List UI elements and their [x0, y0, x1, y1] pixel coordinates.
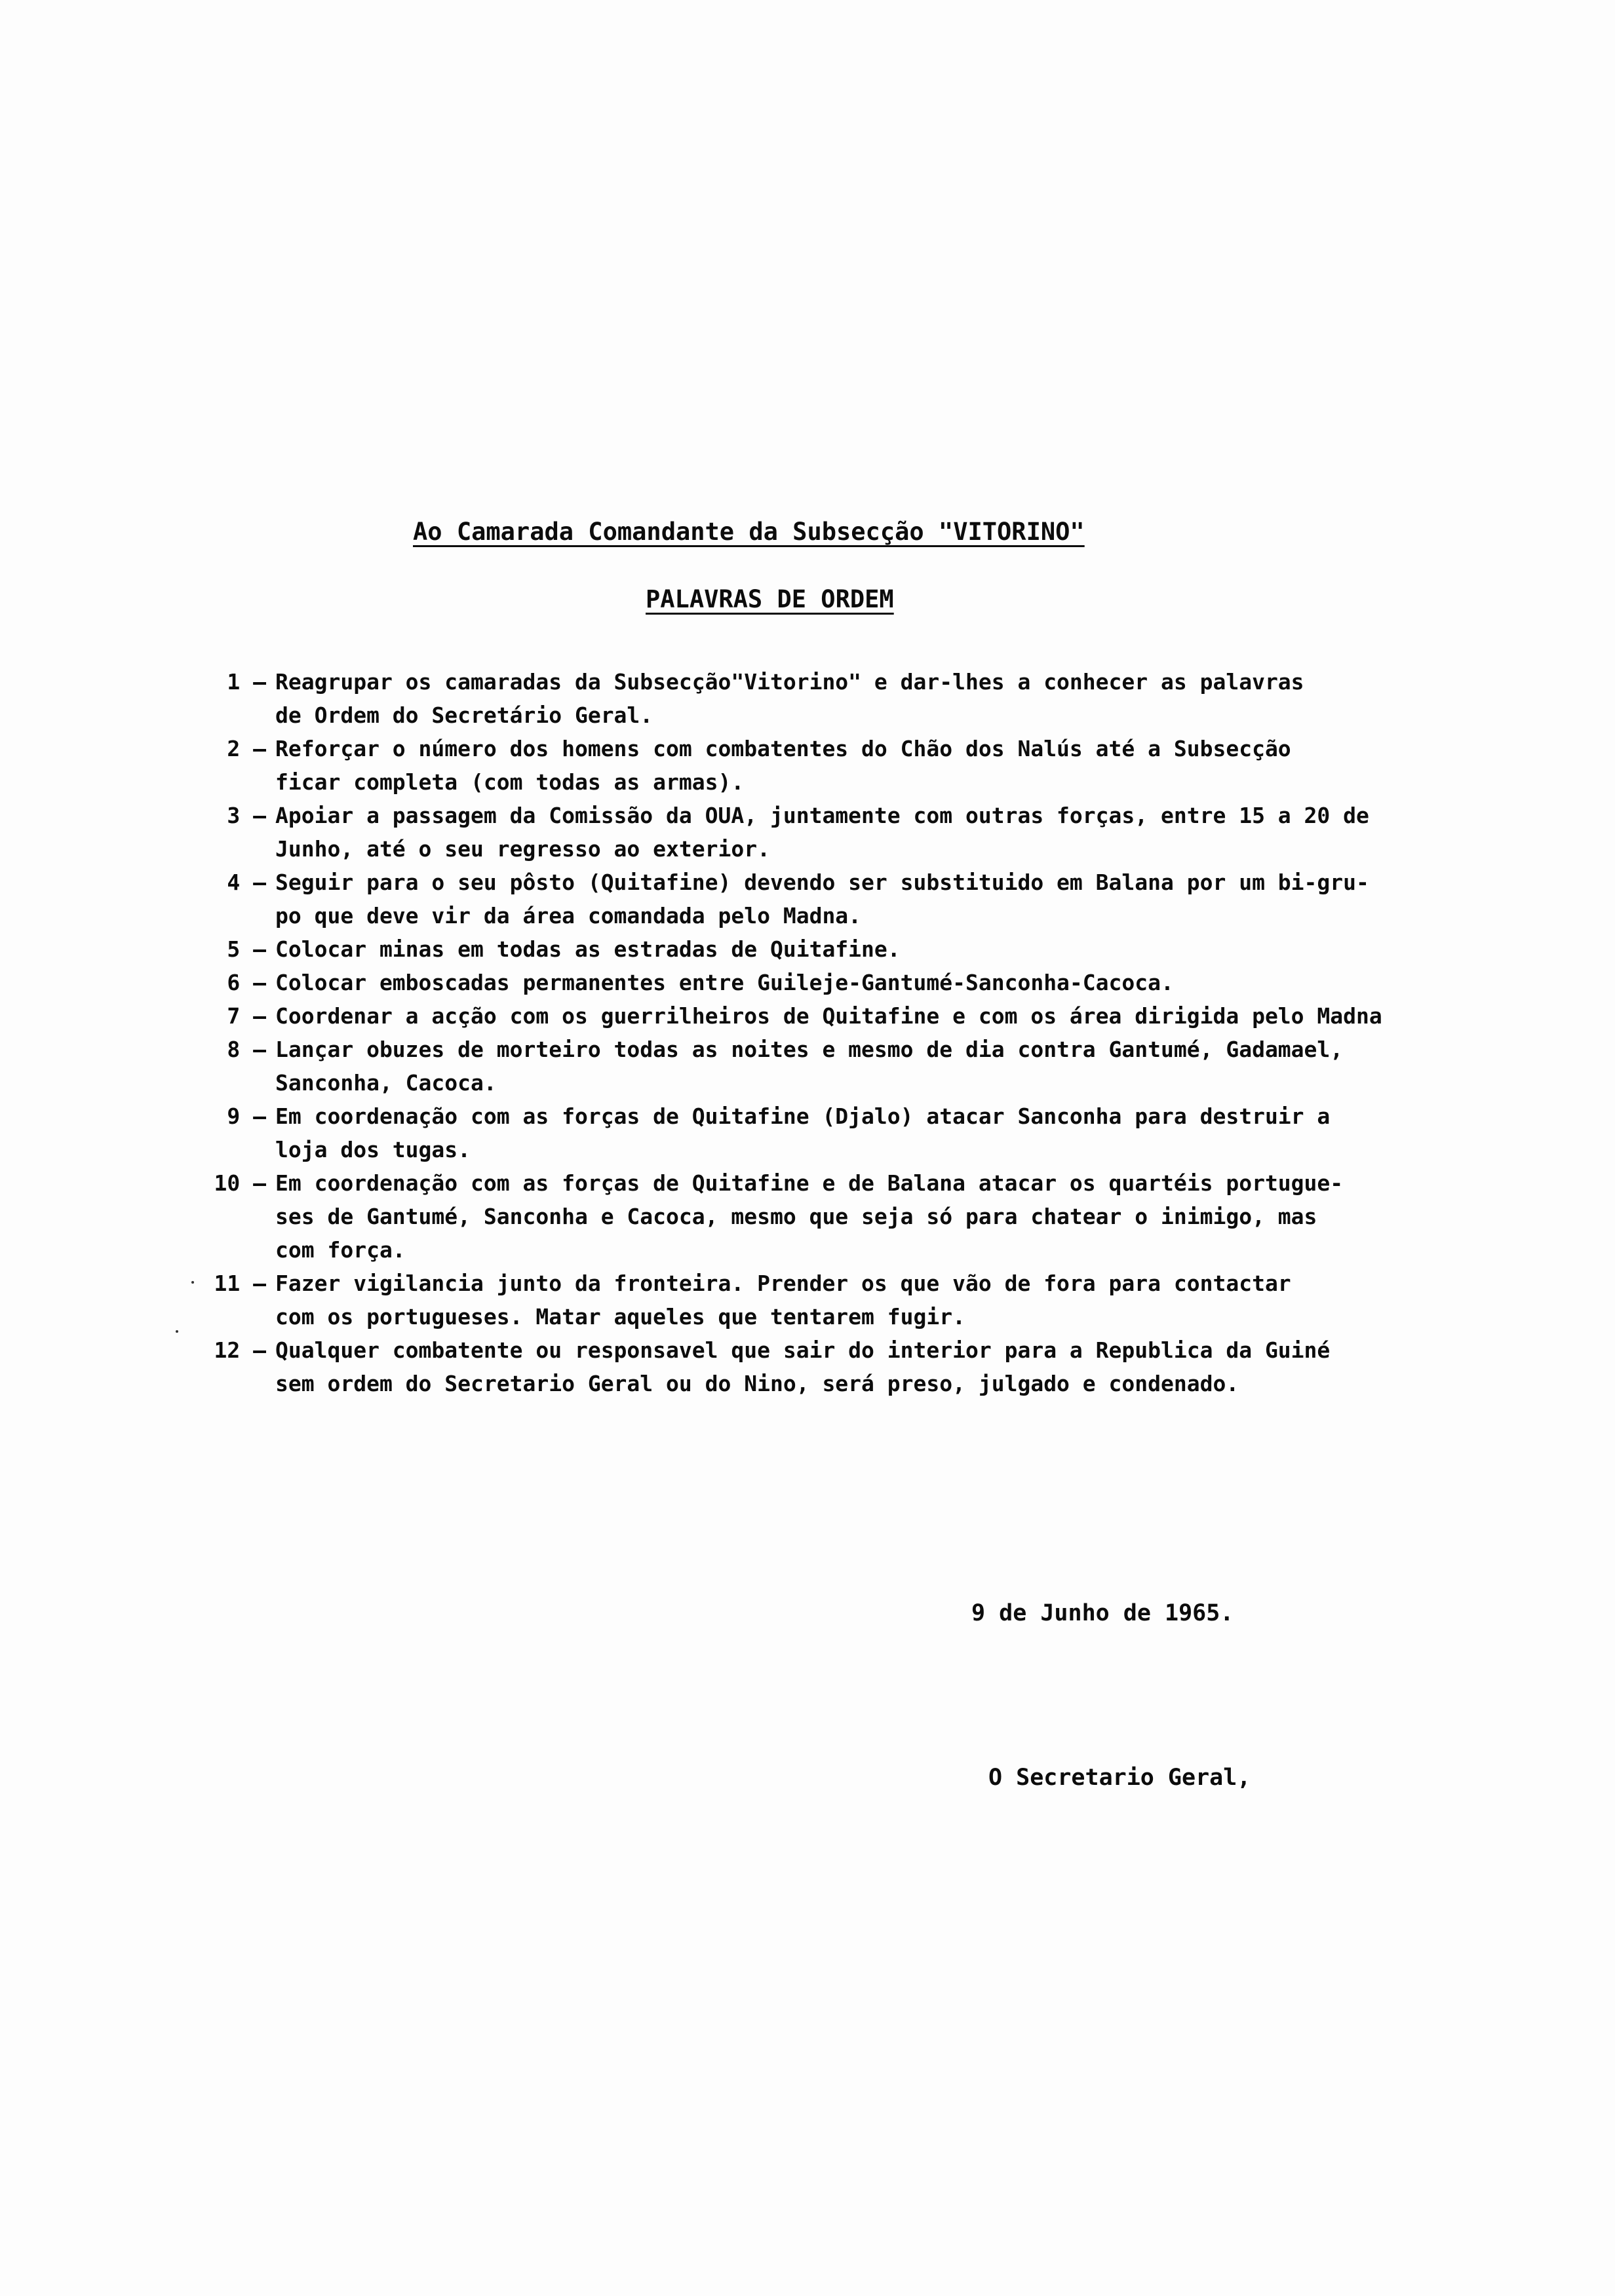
- order-text: Fazer vigilancia junto da fronteira. Prender os que vão de fora para contactar com os portugueses. Matar aqueles que tentarem fugir.: [275, 1271, 1291, 1330]
- scan-speck: [191, 1281, 194, 1284]
- order-item: [190, 932, 1580, 966]
- order-item: [190, 999, 1580, 1033]
- order-number: 8 –: [227, 1037, 266, 1062]
- order-number: 3 –: [227, 803, 266, 828]
- order-number: 2 –: [227, 736, 266, 761]
- order-item: [190, 966, 1580, 999]
- order-number: 12 –: [214, 1337, 266, 1363]
- order-number: 11 –: [214, 1271, 266, 1296]
- order-number: 1 –: [227, 669, 266, 695]
- order-number: 7 –: [227, 1003, 266, 1029]
- order-text: Reagrupar os camaradas da Subsecção"Vitorino" e dar-lhes a conhecer as palavras de Ordem do Secretário Geral.: [275, 669, 1304, 728]
- document-date: 9 de Junho de 1965.: [971, 1600, 1234, 1626]
- order-item: [190, 1166, 1580, 1267]
- order-text: Coordenar a acção com os guerrilheiros de Quitafine e com os área dirigida pelo Madna: [275, 1003, 1382, 1029]
- order-item: [190, 1267, 1580, 1333]
- order-text: Em coordenação com as forças de Quitafine (Djalo) atacar Sanconha para destruir a loja dos tugas.: [275, 1103, 1331, 1162]
- document-subheading: PALAVRAS DE ORDEM: [646, 585, 894, 613]
- order-item: [190, 1333, 1580, 1400]
- order-item: [190, 1033, 1580, 1100]
- order-text: Em coordenação com as forças de Quitafine e de Balana atacar os quartéis portugue- ses de Gantumé, Sanconha e Cacoca, mesmo que seja só para chatear o inimigo, mas com força.: [275, 1170, 1344, 1263]
- order-number: 4 –: [227, 870, 266, 895]
- order-number: 9 –: [227, 1103, 266, 1129]
- order-text: Colocar minas em todas as estradas de Quitafine.: [275, 936, 901, 962]
- order-item: [190, 1100, 1580, 1166]
- document-heading: Ao Camarada Comandante da Subsecção "VITORINO": [413, 518, 1085, 546]
- order-number: 5 –: [227, 936, 266, 962]
- order-text: Reforçar o número dos homens com combatentes do Chão dos Nalús até a Subsecção ficar completa (com todas as armas).: [275, 736, 1291, 795]
- signature-line: O Secretario Geral,: [988, 1765, 1251, 1791]
- order-item: [190, 665, 1580, 732]
- order-item: [190, 732, 1580, 799]
- order-number: 10 –: [214, 1170, 266, 1196]
- order-text: Seguir para o seu pôsto (Quitafine) devendo ser substituido em Balana por um bi-gru- po que deve vir da área comandada pelo Madna.: [275, 870, 1369, 928]
- order-item: [190, 799, 1580, 866]
- order-text: Colocar emboscadas permanentes entre Guileje-Gantumé-Sanconha-Cacoca.: [275, 970, 1174, 995]
- order-text: Apoiar a passagem da Comissão da OUA, juntamente com outras forças, entre 15 a 20 de Junho, até o seu regresso ao exterior.: [275, 803, 1369, 862]
- scan-speck: [176, 1330, 178, 1333]
- order-text: Lançar obuzes de morteiro todas as noites e mesmo de dia contra Gantumé, Gadamael, Sanconha, Cacoca.: [275, 1037, 1344, 1096]
- order-item: [190, 866, 1580, 932]
- order-number: 6 –: [227, 970, 266, 995]
- order-text: Qualquer combatente ou responsavel que sair do interior para a Republica da Guiné sem ordem do Secretario Geral ou do Nino, será preso, julgado e condenado.: [275, 1337, 1331, 1396]
- orders-list: [190, 665, 1580, 1400]
